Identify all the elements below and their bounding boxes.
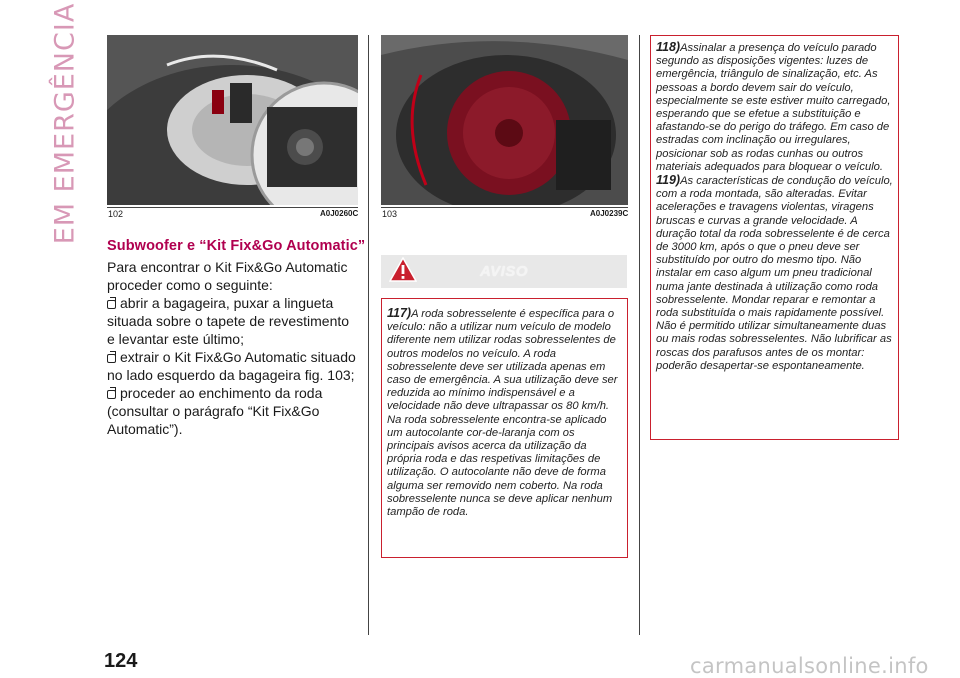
note-118: 118)Assinalar a presença do veículo parado segundo as disposições vigentes: luzes de emergência, triângulo de sinalização, etc. As pessoas a bordo devem sair do veículo, especialmente se este estiver muito carregado, esperando que se efetue a substituição e afastando-se do perigo do tráfego. Em caso de estradas com inclinação ou irregulares, posicionar sob as rodas cunhas ou outros materiais adequados para bloquear o veículo. [656, 40, 891, 173]
section-body [107, 258, 359, 438]
warning-notes-right-box [650, 35, 899, 440]
figure-103-photo [381, 35, 628, 205]
chapter-side-title [49, 2, 81, 244]
bullet-item: extrair o Kit Fix&Go Automatic situado no lado esquerdo da bagageira fig. 103; [107, 349, 356, 383]
section-heading: Subwoofer e “Kit Fix&Go Automatic” [107, 238, 366, 254]
column-divider-left [368, 35, 369, 635]
figure-102-photo [107, 35, 358, 205]
checkbox-bullet-icon [107, 300, 116, 309]
note-117: 117)A roda sobresselente é específica para o veículo: não a utilizar num veículo de modelo diferente nem utilizar rodas sobresselentes de outros modelos no veículo. A roda sobresselente deve ser utilizada apenas em caso de emergência. A sua utilização deve ser reduzida ao mínimo indispensável e a velocidade não deve ultrapassar os 80 km/h. Na roda sobresselente encontra-se aplicado um autocolante cor-de-laranja com os principais avisos acerca da utilização da própria roda e das respetivas limitações de utilização. O autocolante não deve de forma alguma ser removido nem coberto. Na roda sobresselente nunca se deve aplicar nenhum tampão de roda. [387, 306, 618, 519]
section-intro: Para encontrar o Kit Fix&Go Automatic proceder como o seguinte: [107, 259, 348, 293]
warning-header-bar [381, 255, 627, 288]
figure-102-number: 102 [108, 209, 124, 219]
figure-103-number: 103 [382, 209, 398, 219]
figure-103-code: A0J0239C [590, 209, 629, 218]
warning-title: AVISO [479, 263, 529, 280]
column-divider-right [639, 35, 640, 635]
chapter-title-text: EM EMERGÊNCIA [49, 2, 81, 244]
checkbox-bullet-icon [107, 354, 116, 363]
figure-102-rule [107, 207, 358, 208]
warning-note-box [381, 298, 628, 558]
bullet-item: abrir a bagageira, puxar a lingueta situada sobre o tapete de revestimento e levantar este último; [107, 295, 350, 347]
note-119: 119)As características de condução do veículo, com a roda montada, são alteradas. Evitar acelerações e travagens violentas, viragens bruscas e curvas a grande velocidade. A duração total da roda sobresselente é de cerca de 3000 km, após o que o pneu deve ser substituído por outro do mesmo tipo. Não instalar em caso algum um pneu tradicional numa jante destinada à utilização como roda sobresselente. Mondar reparar e remontar a roda substituída o mais rapidamente possível. Não é permitido utilizar simultaneamente duas ou mais rodas sobresselentes. Não lubrificar as roscas dos parafusos antes de os montar: poderão desapertar-se espontaneamente. [656, 173, 893, 372]
checkbox-bullet-icon [107, 390, 116, 399]
figure-102-code: A0J0260C [320, 209, 359, 218]
figure-103-rule [381, 207, 628, 208]
watermark: carmanualsonline.info [690, 654, 929, 678]
bullet-item: proceder ao enchimento da roda (consultar o parágrafo “Kit Fix&Go Automatic”). [107, 385, 323, 437]
page-number: 124 [104, 650, 138, 672]
